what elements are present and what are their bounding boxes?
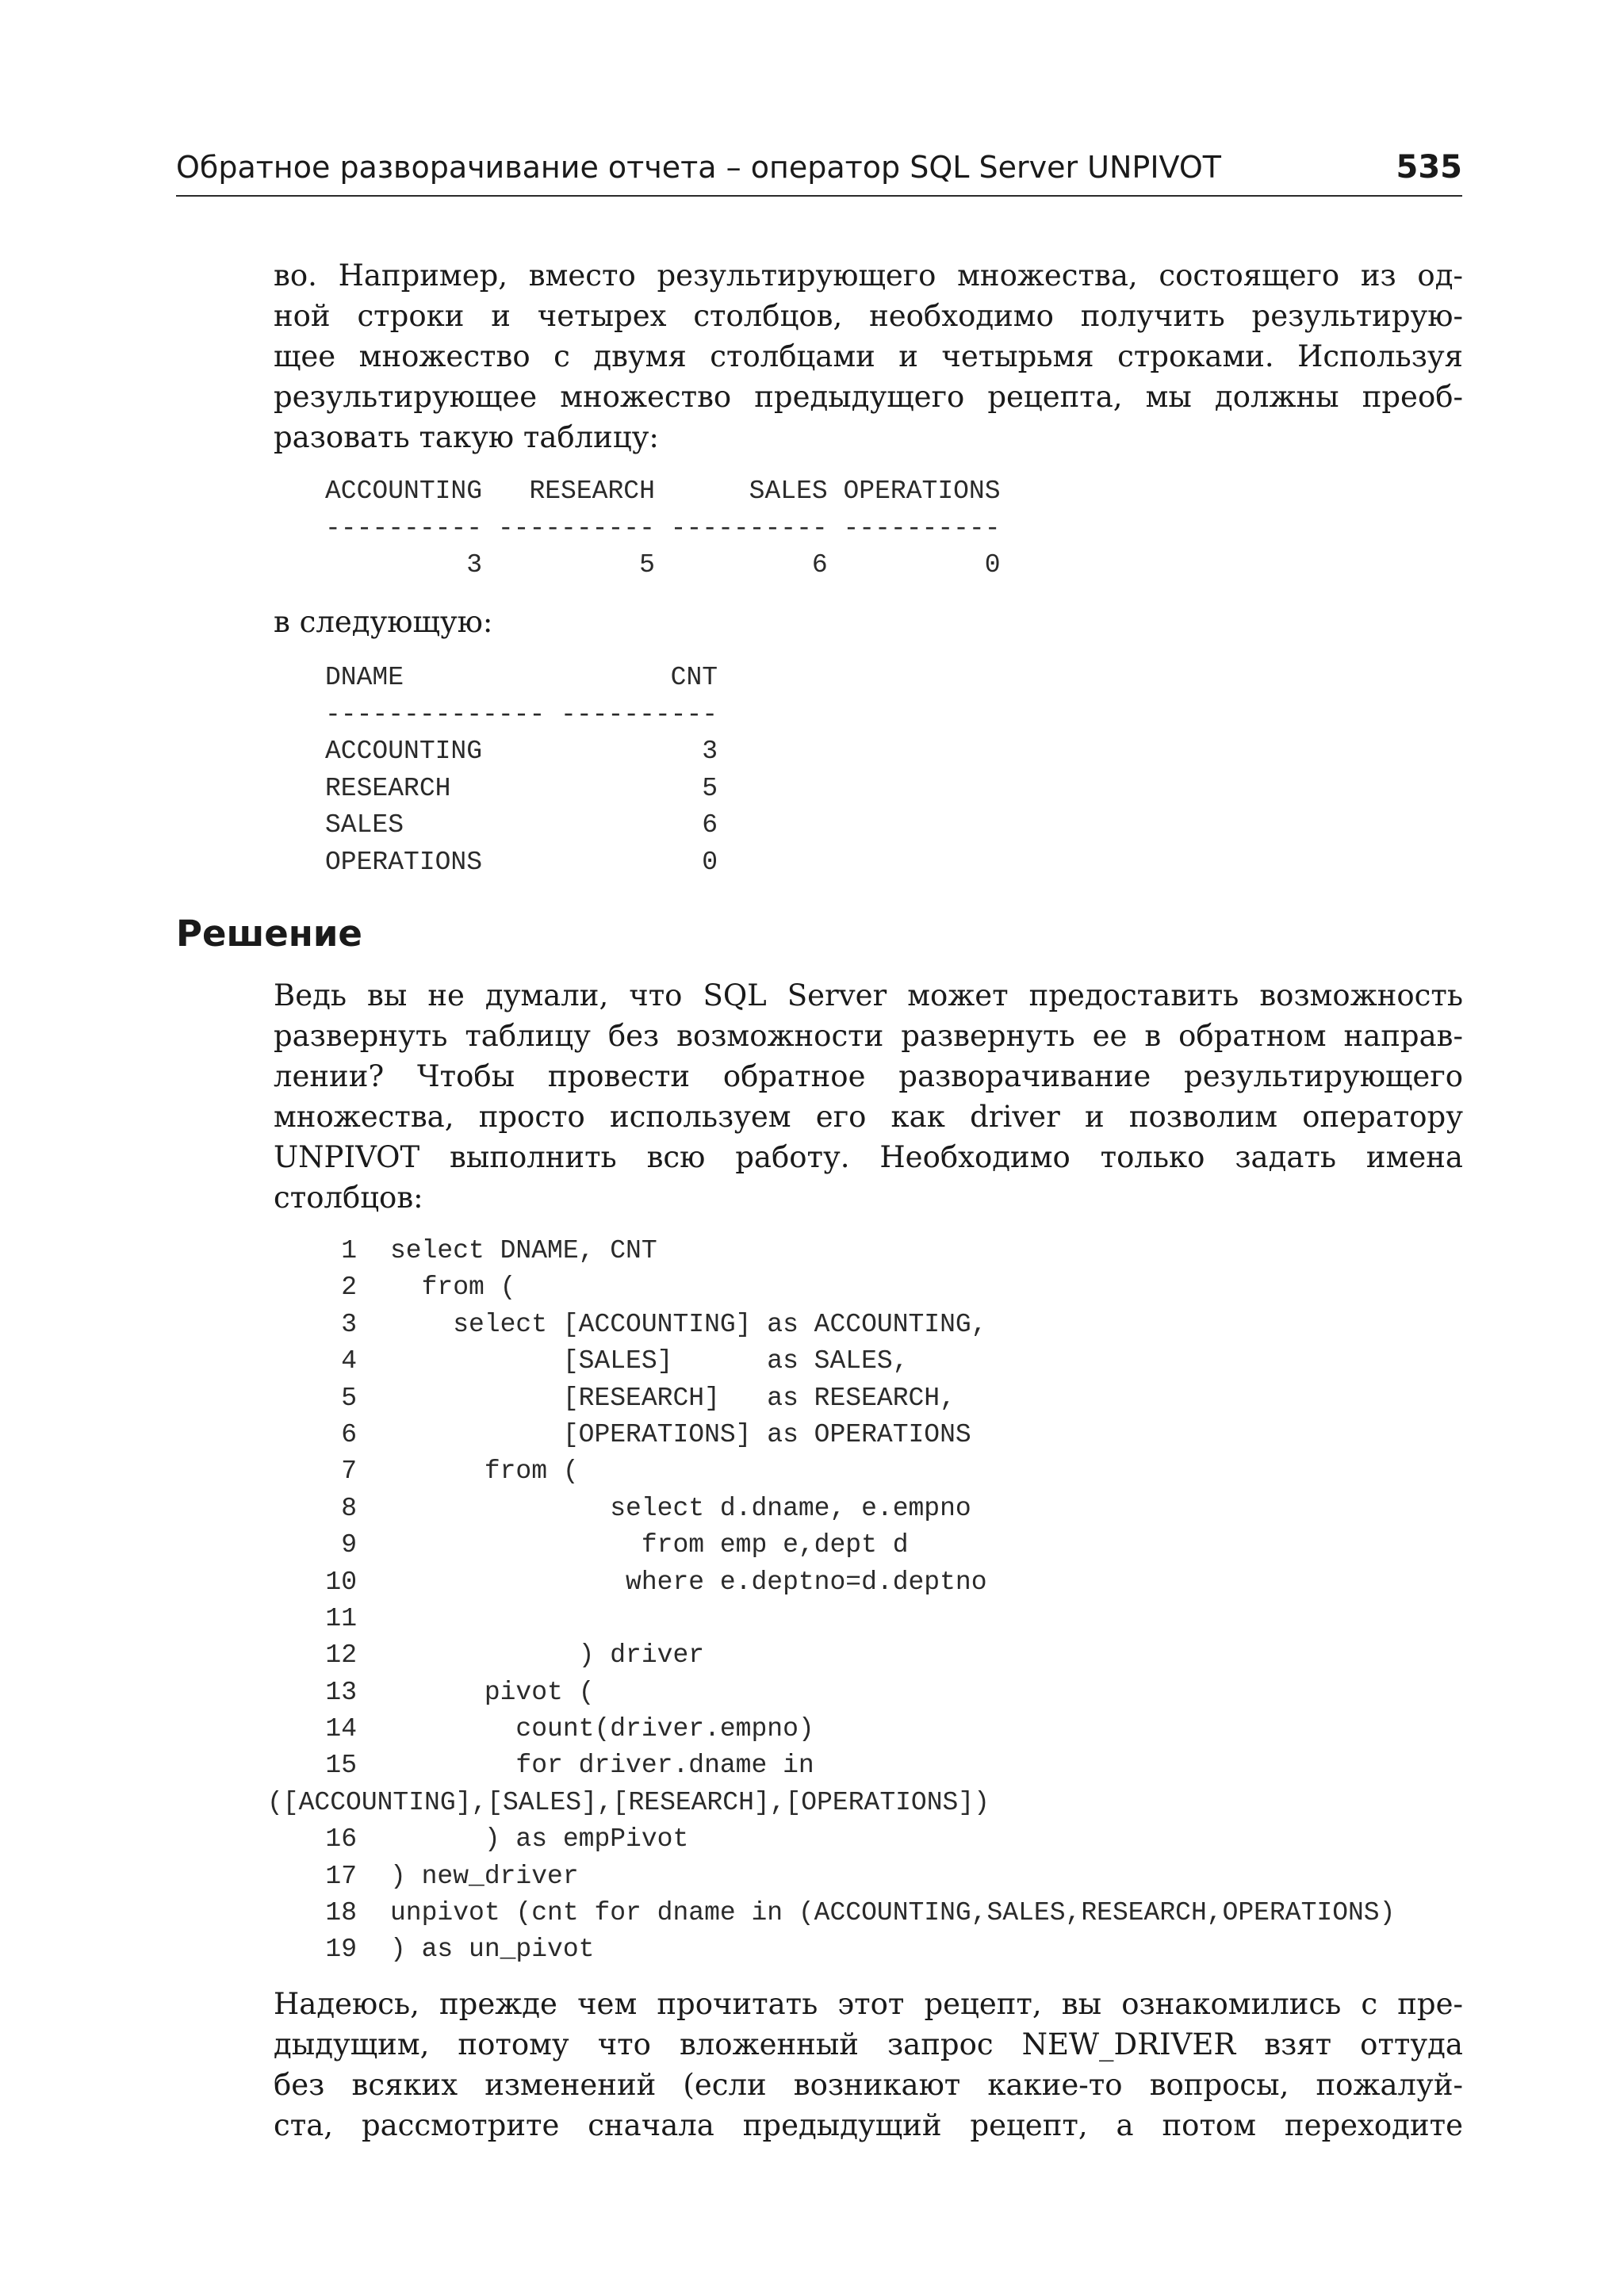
line-number: 11: [325, 1603, 357, 1633]
line-number: 10: [325, 1567, 357, 1597]
code-line: [325, 1895, 1395, 1931]
solution-line: множества, просто используем его как driver и позволим оператору: [274, 1100, 1463, 1134]
transition-paragraph: [274, 602, 1463, 642]
table-after-row: SALES 6: [325, 810, 718, 840]
page-header: [176, 147, 1462, 197]
line-number: 7: [341, 1457, 357, 1487]
code-line: [325, 1343, 1395, 1380]
code-line: [325, 1675, 1395, 1711]
code-text: ) as empPivot: [390, 1824, 689, 1855]
code-line: [325, 1821, 1395, 1858]
line-number: 6: [341, 1419, 357, 1449]
table-before-row: 3 5 6 0: [325, 550, 1001, 580]
table-before: [325, 473, 1001, 584]
table-after: [325, 660, 718, 881]
table-after-row: DNAME CNT: [325, 663, 718, 692]
closing-line: без всяких изменений (если возникают какие-то вопросы, пожалуй-: [274, 2068, 1463, 2102]
code-line: [325, 1859, 1395, 1895]
line-number: 4: [341, 1346, 357, 1376]
intro-paragraph: [274, 255, 1463, 457]
code-line: [325, 1564, 1395, 1601]
code-text: ) driver: [390, 1640, 705, 1671]
code-text: ) new_driver: [390, 1861, 579, 1891]
code-text: [SALES] as SALES,: [390, 1346, 909, 1376]
code-text: select [ACCOUNTING] as ACCOUNTING,: [390, 1309, 987, 1339]
code-line: [325, 1637, 1395, 1674]
closing-line: ста, рассмотрите сначала предыдущий рецепт, а потом переходите: [274, 2108, 1463, 2142]
line-number: 5: [341, 1383, 357, 1413]
table-after-row: ACCOUNTING 3: [325, 737, 718, 766]
code-line: [325, 1748, 1395, 1784]
code-line: [325, 1711, 1395, 1748]
page-number: 535: [1396, 149, 1462, 186]
code-text: select DNAME, CNT: [390, 1236, 657, 1265]
running-header-title: Обратное разворачивание отчета – оператор SQL Server UNPIVOT: [176, 150, 1221, 185]
line-number: 15: [325, 1751, 357, 1781]
code-line: [325, 1491, 1395, 1527]
table-after-row: OPERATIONS 0: [325, 847, 718, 877]
code-text: where e.deptno=d.deptno: [390, 1567, 987, 1597]
code-text: [RESEARCH] as RESEARCH,: [390, 1383, 956, 1413]
line-number: 18: [325, 1898, 357, 1928]
code-text: select d.dname, e.empno: [390, 1493, 971, 1523]
code-text: ([ACCOUNTING],[SALES],[RESEARCH],[OPERATIONS]): [267, 1787, 990, 1817]
intro-line: ной строки и четырех столбцов, необходимо получить результирую-: [274, 299, 1463, 333]
solution-line: Ведь вы не думали, что SQL Server может предоставить возможность: [274, 978, 1463, 1013]
line-number: 1: [341, 1236, 357, 1265]
line-number: 9: [341, 1530, 357, 1560]
code-line: [325, 1601, 1395, 1637]
code-line: [325, 1417, 1395, 1453]
line-number: 17: [325, 1861, 357, 1891]
code-line: [325, 1269, 1395, 1306]
solution-line: столбцов:: [274, 1181, 423, 1215]
solution-line: UNPIVOT выполнить всю работу. Необходимо только задать имена: [274, 1140, 1463, 1174]
code-listing: [267, 1233, 1396, 1969]
code-text: [OPERATIONS] as OPERATIONS: [390, 1419, 971, 1449]
table-before-row: ---------- ---------- ---------- ----------: [325, 513, 1001, 543]
code-text: from emp e,dept d: [390, 1530, 909, 1560]
code-text: pivot (: [390, 1677, 595, 1707]
line-number: 12: [325, 1640, 357, 1671]
intro-line: во. Например, вместо результирующего множества, состоящего из од-: [274, 258, 1463, 293]
code-line: [325, 1527, 1395, 1564]
section-heading: Решение: [176, 913, 362, 955]
intro-line: результирующее множество предыдущего рецепта, мы должны преоб-: [274, 380, 1463, 414]
intro-line: щее множество с двумя столбцами и четырьмя строками. Используя: [274, 339, 1463, 373]
solution-line: лении? Чтобы провести обратное разворачивание результирующего: [274, 1059, 1463, 1093]
line-number: 19: [325, 1935, 357, 1965]
closing-line: дыдущим, потому что вложенный запрос NEW_DRIVER взят оттуда: [274, 2027, 1463, 2061]
code-text: from (: [390, 1457, 579, 1487]
code-text: for driver.dname in: [390, 1751, 814, 1781]
code-line: [325, 1307, 1395, 1343]
code-line: [325, 1233, 1395, 1269]
closing-paragraph: [274, 1984, 1463, 2146]
solution-line: развернуть таблицу без возможности развернуть ее в обратном направ-: [274, 1019, 1463, 1053]
transition-text: в следующую:: [274, 605, 493, 639]
code-line: [325, 1931, 1395, 1968]
solution-paragraph: [274, 975, 1463, 1218]
closing-line: Надеюсь, прежде чем прочитать этот рецепт, вы ознакомились с пре-: [274, 1987, 1463, 2021]
code-line: [325, 1453, 1395, 1490]
table-after-row: -------------- ----------: [325, 699, 718, 729]
code-text: from (: [390, 1273, 516, 1303]
code-line-wrapped: [267, 1785, 1395, 1821]
code-text: count(driver.empno): [390, 1714, 814, 1744]
code-line: [325, 1380, 1395, 1417]
code-text: ) as un_pivot: [390, 1935, 595, 1965]
line-number: 3: [341, 1309, 357, 1339]
line-number: 14: [325, 1714, 357, 1744]
line-number: 13: [325, 1677, 357, 1707]
table-after-row: RESEARCH 5: [325, 773, 718, 803]
line-number: 8: [341, 1493, 357, 1523]
line-number: 2: [341, 1273, 357, 1303]
intro-line: разовать такую таблицу:: [274, 420, 659, 454]
table-before-row: ACCOUNTING RESEARCH SALES OPERATIONS: [325, 477, 1001, 506]
line-number: 16: [325, 1824, 357, 1855]
code-text: unpivot (cnt for dname in (ACCOUNTING,SALES,RESEARCH,OPERATIONS): [390, 1898, 1396, 1928]
